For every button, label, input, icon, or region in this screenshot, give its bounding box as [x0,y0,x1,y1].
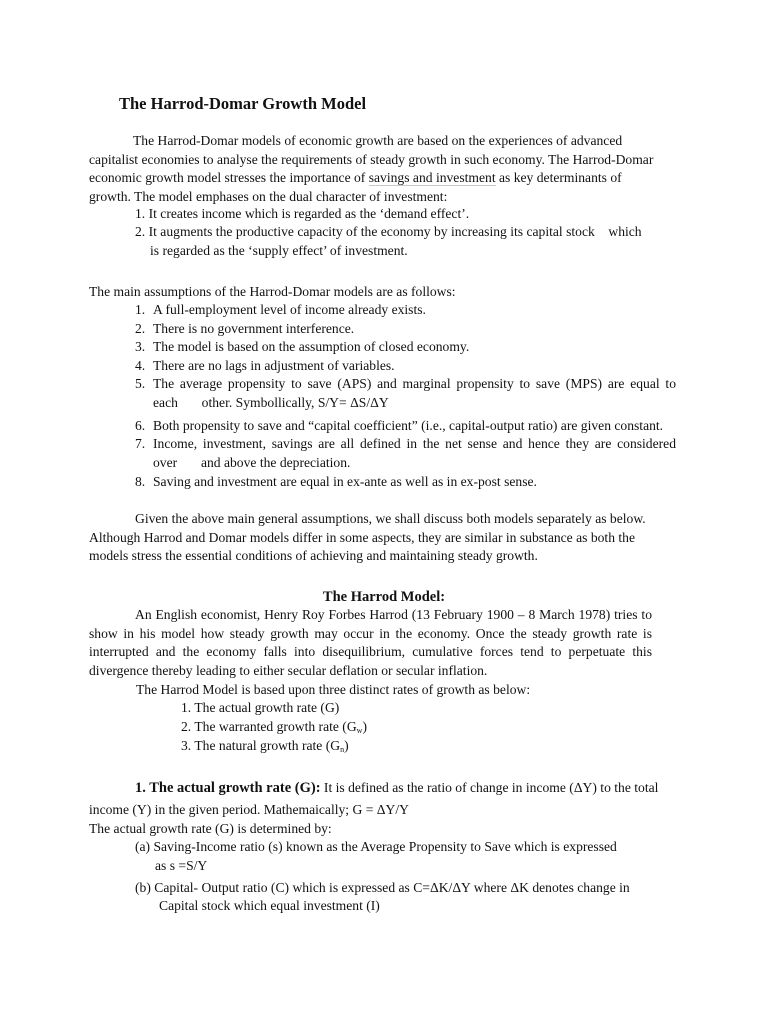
general-line: Given the above main general assumptions, we shall discuss both models separately as below. [135,511,646,526]
harrod-line: interrupted and the economy falls into disequilibrium, cumulative forces tend to perpetuate this [89,644,652,659]
page-title: The Harrod-Domar Growth Model [119,94,367,113]
list-text: The model is based on the assumption of closed economy. [153,339,470,354]
list-text: Both propensity to save and “capital coefficient” (i.e., capital-output ratio) are given constant. [153,418,664,433]
assumptions-heading: The main assumptions of the Harrod-Domar models are as follows: [89,284,456,299]
intro-line [89,169,679,188]
harrod-model-heading: The Harrod Model: [322,589,446,605]
actual-growth-text: It is defined as the ratio of change in income (ΔY) to the total [320,780,659,795]
list-number: 1. [181,700,192,715]
list-item [135,435,676,454]
growth-rate-item [181,699,339,718]
list-text: The warranted growth rate (G [194,719,357,734]
intro-point-2-cont: is regarded as the ‘supply effect’ of investment. [150,243,408,258]
list-text: ) [344,738,349,753]
list-item [135,375,676,394]
list-number: 2. [135,321,146,336]
harrod-line: An English economist, Henry Roy Forbes Harrod (13 February 1900 – 8 March 1978) tries to [135,607,652,622]
list-text: The average propensity to save (APS) and marginal propensity to save (MPS) are equal to [153,376,676,391]
list-item [135,357,676,376]
determinant-b-cont: Capital stock which equal investment (I) [159,898,380,913]
list-number: 1. [135,206,146,221]
list-item [135,320,676,339]
list-text: The actual growth rate (G) [194,700,340,715]
determinant-a-cont: as s =S/Y [155,858,208,873]
actual-growth-line: The actual growth rate (G) is determined by: [89,821,332,836]
list-number: 1. [135,302,146,317]
determinant-a [135,838,617,857]
subscript: w [356,726,363,735]
list-text: It augments the productive capacity of the economy by increasing its capital stock which [148,224,642,239]
list-number: 8. [135,474,146,489]
intro-point-1 [135,205,469,224]
list-number: 3. [181,738,192,753]
intro-text: economic growth model stresses the importance of [89,170,369,185]
growth-rate-item [181,718,367,737]
harrod-line: The Harrod Model is based upon three distinct rates of growth as below: [136,682,531,697]
list-label: (b) [135,880,151,895]
list-text: There are no lags in adjustment of variables. [153,358,395,373]
intro-text: as key determinants of [495,170,622,185]
harrod-line: divergence thereby leading to either secular deflation or secular inflation. [89,662,488,678]
intro-line: growth. The model emphases on the dual character of investment: [89,188,448,204]
list-text: Income, investment, savings are all defined in the net sense and hence they are considered [153,436,676,451]
harrod-paragraph [89,606,652,680]
list-number: 7. [135,436,146,451]
determinant-b [135,879,630,898]
list-number: 4. [135,358,146,373]
list-text: It creates income which is regarded as the ‘demand effect’. [148,206,470,221]
list-text-cont: over and above the depreciation. [153,455,351,470]
list-item [135,338,676,357]
general-line: models stress the essential conditions of achieving and maintaining steady growth. [89,548,538,563]
list-label: (a) [135,839,151,854]
list-item [135,417,676,436]
list-text: Saving-Income ratio (s) known as the Average Propensity to Save which is expressed [153,839,617,854]
intro-line: capitalist economies to analyse the requirements of steady growth in such economy. The Harrod-Domar [89,151,654,167]
list-text: Capital- Output ratio (C) which is expressed as C=ΔK/ΔY where ΔK denotes change in [154,880,630,895]
actual-growth-line [135,779,658,798]
list-number: 6. [135,418,146,433]
actual-growth-line: income (Y) in the given period. Mathemaically; G = ΔY/Y [89,802,409,817]
actual-growth-heading: 1. The actual growth rate (G): [135,780,321,796]
list-text: ) [362,719,367,734]
intro-line: The Harrod-Domar models of economic growth are based on the experiences of advanced [133,133,623,148]
list-text: A full-employment level of income already exists. [153,302,426,317]
intro-point-2 [135,223,642,242]
growth-rate-item [181,737,349,756]
savings-investment-link[interactable]: savings and investment [368,170,496,185]
list-text: The natural growth rate (G [194,738,341,753]
list-number: 2. [135,224,146,239]
list-text: Saving and investment are equal in ex-ante as well as in ex-post sense. [153,474,537,489]
list-number: 3. [135,339,146,354]
harrod-line: show in his model how steady growth may occur in the economy. Once the steady growth rate is [89,625,652,641]
general-line: Although Harrod and Domar models differ in some aspects, they are similar in substance as both the [89,530,636,545]
intro-paragraph [89,132,679,206]
list-number: 5. [135,376,146,391]
list-item [135,473,676,492]
subscript: n [340,745,345,754]
list-text: There is no government interference. [153,321,355,336]
list-item [135,301,676,320]
list-number: 2. [181,719,192,734]
list-text-cont: each other. Symbollically, S/Y= ΔS/ΔY [153,395,389,410]
